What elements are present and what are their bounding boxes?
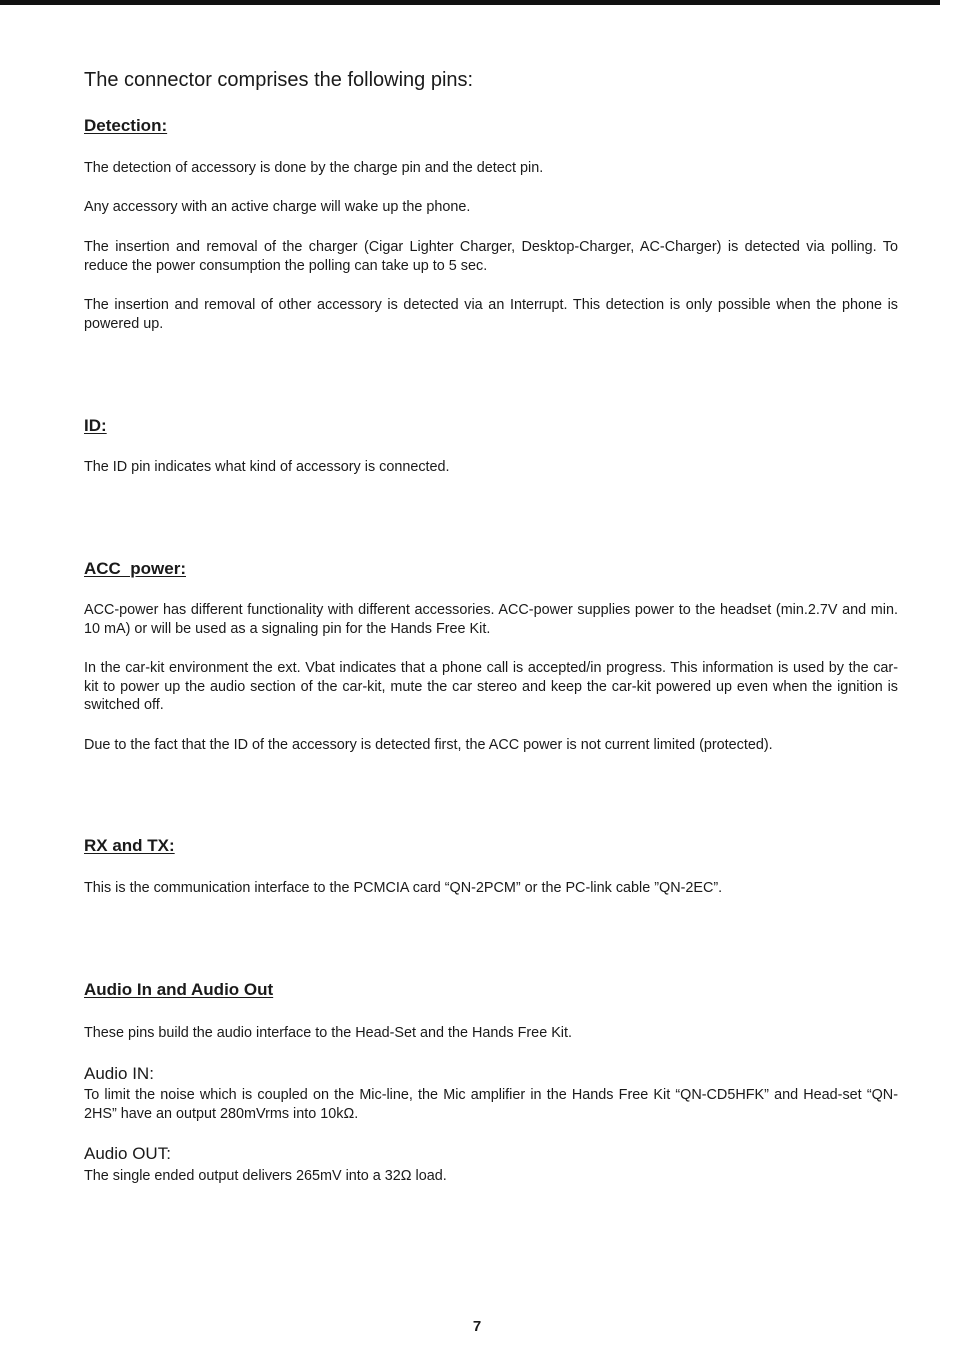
audio-intro-paragraph: These pins build the audio interface to the Head-Set and the Hands Free Kit. — [84, 1025, 572, 1041]
rx-tx-paragraph-1: This is the communication interface to the PCMCIA card “QN-2PCM” or the PC-link cable ”QN-2EC”. — [84, 880, 723, 896]
audio-out-paragraph: The single ended output delivers 265mV into a 32Ω load. — [84, 1168, 447, 1184]
acc-power-paragraph-2: In the car-kit environment the ext. Vbat indicates that a phone call is accepted/in progress. This information is used by the car-kit to power up the audio section of the car-kit, mute the car stereo and keep the car-kit powered up even when the ignition is switched off. — [84, 660, 898, 713]
detection-paragraph-4: The insertion and removal of other accessory is detected via an Interrupt. This detection is only possible when the phone is powered up. — [84, 297, 898, 332]
heading-id: ID: — [84, 416, 107, 435]
detection-paragraph-1: The detection of accessory is done by the charge pin and the detect pin. — [84, 160, 544, 176]
acc-power-paragraph-1: ACC-power has different functionality with different accessories. ACC-power supplies power to the headset (min.2.7V and min. 10 mA) or will be used as a signaling pin for the Hands Free Kit. — [84, 602, 898, 637]
detection-paragraph-2: Any accessory with an active charge will wake up the phone. — [84, 199, 471, 215]
page-number: 7 — [472, 1318, 482, 1335]
audio-in-label: Audio IN: — [84, 1064, 154, 1083]
heading-audio: Audio In and Audio Out — [84, 980, 274, 999]
top-border-rule — [0, 0, 940, 5]
heading-detection: Detection: — [84, 116, 168, 135]
id-paragraph-1: The ID pin indicates what kind of accessory is connected. — [84, 459, 450, 475]
audio-out-label: Audio OUT: — [84, 1144, 171, 1163]
heading-rx-tx: RX and TX: — [84, 836, 175, 855]
detection-paragraph-3: The insertion and removal of the charger (Cigar Lighter Charger, Desktop-Charger, AC-Charger) is detected via polling. To reduce the power consumption the polling can take up to 5 sec. — [84, 239, 898, 274]
heading-acc-power: ACC power: — [84, 559, 186, 578]
audio-in-paragraph: To limit the noise which is coupled on the Mic-line, the Mic amplifier in the Hands Free Kit “QN-CD5HFK” and Head-set “QN-2HS” have an output 280mVrms into 10kΩ. — [84, 1087, 898, 1122]
acc-power-paragraph-3: Due to the fact that the ID of the accessory is detected first, the ACC power is not current limited (protected). — [84, 737, 773, 753]
page-title: The connector comprises the following pins: — [84, 69, 474, 91]
